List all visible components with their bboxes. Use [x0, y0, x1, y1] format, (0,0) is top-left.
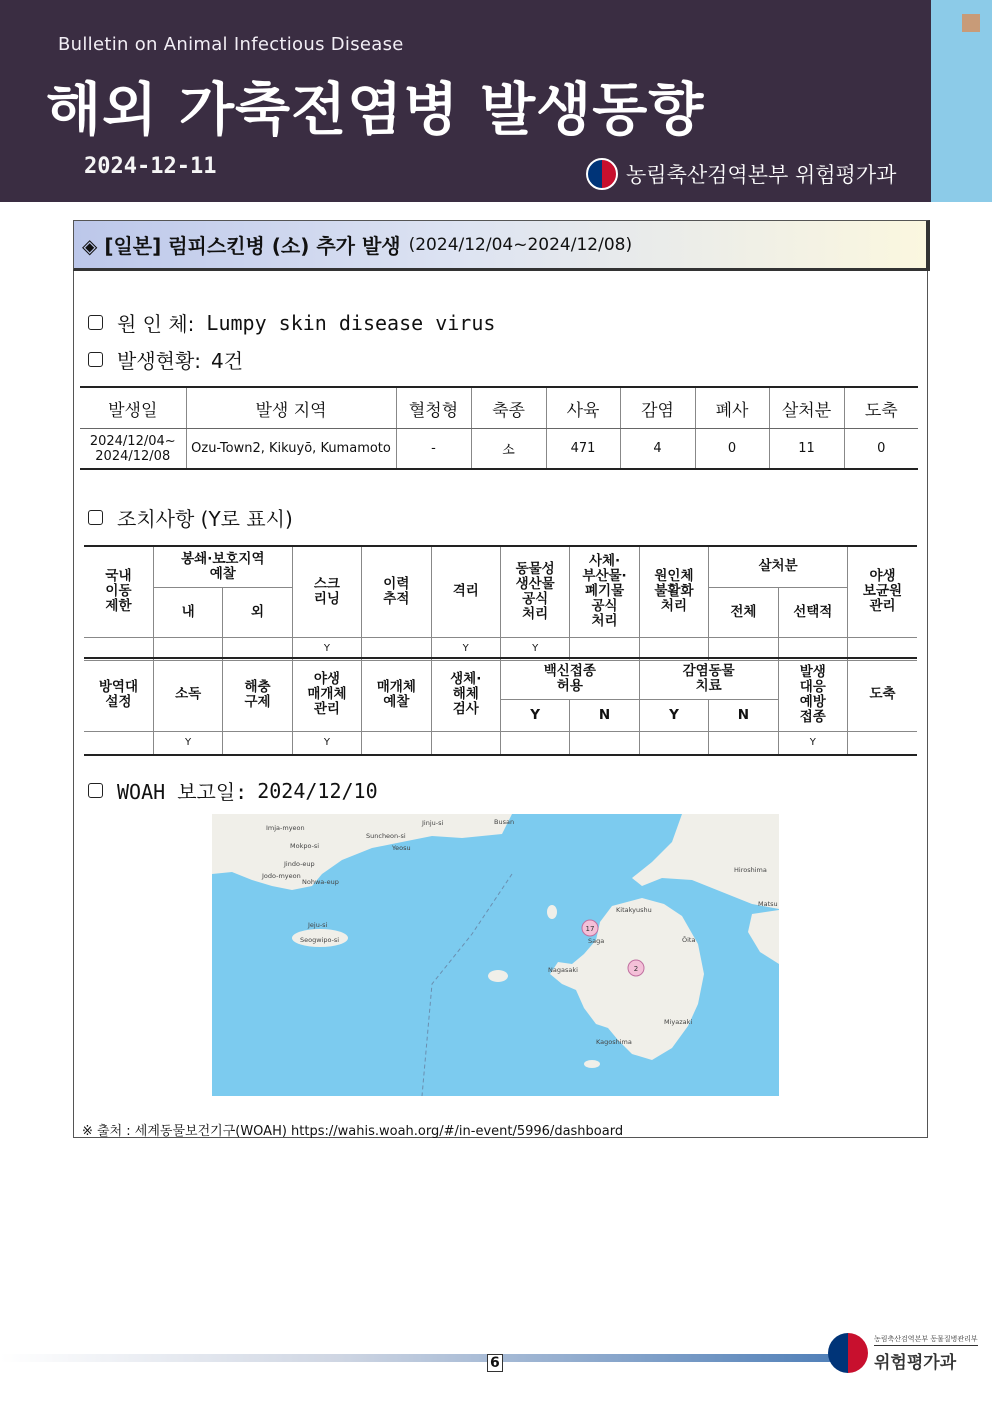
source-note: ※ 출처 : 세계동물보건기구(WOAH) https://wahis.woah.org/#/in-event/5996/dashboard — [82, 1124, 624, 1139]
map-label-busan: Busan — [494, 818, 515, 826]
woah-label: WOAH 보고일: — [117, 780, 248, 804]
org-name — [586, 158, 896, 190]
map-label-nagasaki: Nagasaki — [548, 966, 578, 974]
checkbox-square-icon — [88, 352, 103, 367]
domestic-move-header: 국내 이동 제한 — [84, 546, 153, 637]
ante-mortem-header: 생체· 해체 검사 — [431, 658, 500, 731]
map-label-jindo: Jindo-eup — [284, 860, 315, 868]
slaughtered-cell: 0 — [844, 429, 918, 470]
mark-cell: Y — [500, 637, 569, 660]
culled-cell: 11 — [769, 429, 844, 470]
header-accent-square — [962, 14, 980, 32]
vaccine-allowed-header: 백신접종 허용 — [500, 658, 639, 699]
map-label-jinju: Jinju-si — [422, 819, 444, 827]
mark-cell — [362, 731, 431, 755]
col-header: 사육 — [546, 387, 620, 429]
outbreak-date-cell — [80, 429, 186, 470]
vaccine-n-header: N — [570, 699, 639, 731]
section-title-bar — [73, 220, 930, 271]
pathogen-label: 원 인 체: — [117, 312, 195, 336]
table-header-row — [80, 387, 918, 429]
woah-line — [88, 776, 378, 805]
map-label-imja: Imja-myeon — [266, 824, 305, 832]
cull-selective-header: 선택적 — [778, 587, 847, 637]
wild-vector-header: 야생 매개체 관리 — [292, 658, 361, 731]
page-header — [0, 0, 931, 202]
mark-cell: Y — [292, 731, 361, 755]
mark-cell: Y — [778, 731, 847, 755]
measures-line — [88, 503, 293, 532]
footer-logo — [828, 1333, 978, 1373]
measures-table-1 — [84, 545, 917, 665]
status-line — [88, 345, 243, 374]
col-header: 축종 — [471, 387, 546, 429]
table-row — [80, 429, 918, 470]
page-number: 6 — [487, 1354, 503, 1372]
map-label-yeosu: Yeosu — [392, 844, 411, 852]
cluster-count-kumamoto: 2 — [633, 965, 639, 973]
map-svg — [212, 814, 779, 1096]
quarantine-header: 격리 — [431, 546, 500, 637]
table-row — [84, 731, 917, 755]
table-header-row — [84, 658, 917, 699]
disinfection-header: 소독 — [153, 658, 222, 731]
col-header: 발생일 — [80, 387, 186, 429]
map-label-saga: Saga — [588, 937, 605, 945]
col-header: 살처분 — [769, 387, 844, 429]
treatment-header: 감염동물 치료 — [639, 658, 778, 699]
mark-cell — [847, 731, 917, 755]
zone-header: 봉쇄·보호지역 예찰 — [153, 546, 292, 587]
map-label-hiroshima: Hiroshima — [734, 866, 767, 874]
bulletin-title: 해외 가축전염병 발생동향 — [46, 77, 705, 143]
raised-cell: 471 — [546, 429, 620, 470]
org-label: 농림축산검역본부 위험평가과 — [626, 163, 897, 187]
infected-cell: 4 — [620, 429, 695, 470]
col-header: 감염 — [620, 387, 695, 429]
col-header: 발생 지역 — [186, 387, 396, 429]
map-label-jeju: Jeju-si — [308, 921, 328, 929]
map-label-oita: Ōita — [682, 936, 696, 944]
pest-control-header: 해충 구제 — [223, 658, 292, 731]
footer-line — [0, 1354, 840, 1362]
mark-cell — [500, 731, 569, 755]
map-label-matsuyama: Matsu — [758, 900, 778, 908]
cull-all-header: 전체 — [709, 587, 778, 637]
serotype-cell: - — [396, 429, 471, 470]
mark-cell — [639, 731, 708, 755]
species-cell: 소 — [471, 429, 546, 470]
footer-logo-small: 농림축산검역본부 동물질병관리부 — [874, 1334, 978, 1346]
cull-header: 살처분 — [709, 546, 848, 587]
inactivation-header: 원인체 불활화 처리 — [639, 546, 708, 637]
treatment-y-header: Y — [639, 699, 708, 731]
date-start: 2024/12/04~ — [89, 433, 176, 449]
outbreak-table — [80, 386, 918, 470]
pathogen-value: Lumpy skin disease virus — [206, 310, 496, 335]
footer-logo-big: 위험평가과 — [874, 1352, 957, 1373]
mark-cell — [431, 731, 500, 755]
map-label-suncheon: Suncheon-si — [366, 832, 406, 840]
map-label-nohwa: Nohwa-eup — [302, 878, 339, 886]
mark-cell — [709, 731, 778, 755]
island — [584, 1060, 600, 1068]
dead-cell: 0 — [695, 429, 769, 470]
vector-surveillance-header: 매개체 예찰 — [362, 658, 431, 731]
zone-in-header: 내 — [153, 587, 222, 637]
mark-cell: Y — [292, 637, 361, 660]
map-label-miyazaki: Miyazaki — [664, 1018, 693, 1026]
bulletin-date: 2024-12-11 — [84, 154, 217, 179]
map-label-kitakyushu: Kitakyushu — [616, 906, 652, 914]
measures-label: 조치사항 (Y로 표시) — [117, 507, 293, 531]
measures-table-2 — [84, 657, 917, 756]
table-header-row — [84, 546, 917, 587]
cluster-count-saga: 17 — [585, 925, 595, 933]
island — [488, 970, 508, 982]
checkbox-square-icon — [88, 315, 103, 330]
date-end: 2024/12/08 — [95, 448, 171, 464]
col-header: 도축 — [844, 387, 918, 429]
mark-cell — [223, 731, 292, 755]
mark-cell: Y — [431, 637, 500, 660]
status-value: 4건 — [211, 349, 244, 373]
mark-cell: Y — [153, 731, 222, 755]
checkbox-square-icon — [88, 783, 103, 798]
carcass-header: 사체· 부산물· 폐기물 공식 처리 — [570, 546, 639, 637]
outbreak-map — [212, 814, 779, 1096]
col-header: 혈청형 — [396, 387, 471, 429]
vaccine-y-header: Y — [500, 699, 569, 731]
island — [547, 905, 557, 919]
checkbox-square-icon — [88, 510, 103, 525]
animal-products-header: 동물성 생산물 공식 처리 — [500, 546, 569, 637]
map-label-seogwipo: Seogwipo-si — [300, 936, 340, 944]
wildlife-reservoir-header: 야생 보균원 관리 — [847, 546, 917, 637]
treatment-n-header: N — [709, 699, 778, 731]
map-label-jodo: Jodo-myeon — [262, 872, 301, 880]
map-label-kagoshima: Kagoshima — [596, 1038, 632, 1046]
pathogen-line — [88, 308, 495, 337]
section-date-range: (2024/12/04~2024/12/08) — [408, 234, 633, 255]
map-label-mokpo: Mokpo-si — [290, 842, 320, 850]
status-label: 발생현황: — [117, 349, 202, 373]
preventive-vaccination-header: 발생 대응 예방 접종 — [778, 658, 847, 731]
trace-header: 이력 추적 — [362, 546, 431, 637]
buffer-zone-header: 방역대 설정 — [84, 658, 153, 731]
zone-out-header: 외 — [223, 587, 292, 637]
bulletin-subtitle: Bulletin on Animal Infectious Disease — [58, 34, 404, 55]
col-header: 폐사 — [695, 387, 769, 429]
mark-cell — [84, 731, 153, 755]
slaughter-header: 도축 — [847, 658, 917, 731]
woah-value: 2024/12/10 — [257, 778, 378, 803]
screening-header: 스크 리닝 — [292, 546, 361, 637]
mark-cell — [570, 731, 639, 755]
taegeuk-logo-icon — [586, 158, 618, 190]
taegeuk-logo-icon — [828, 1333, 868, 1373]
section-title: ◈ [일본] 럼피스킨병 (소) 추가 발생 — [82, 234, 401, 258]
region-cell: Ozu-Town2, Kikuyō, Kumamoto — [186, 429, 396, 470]
